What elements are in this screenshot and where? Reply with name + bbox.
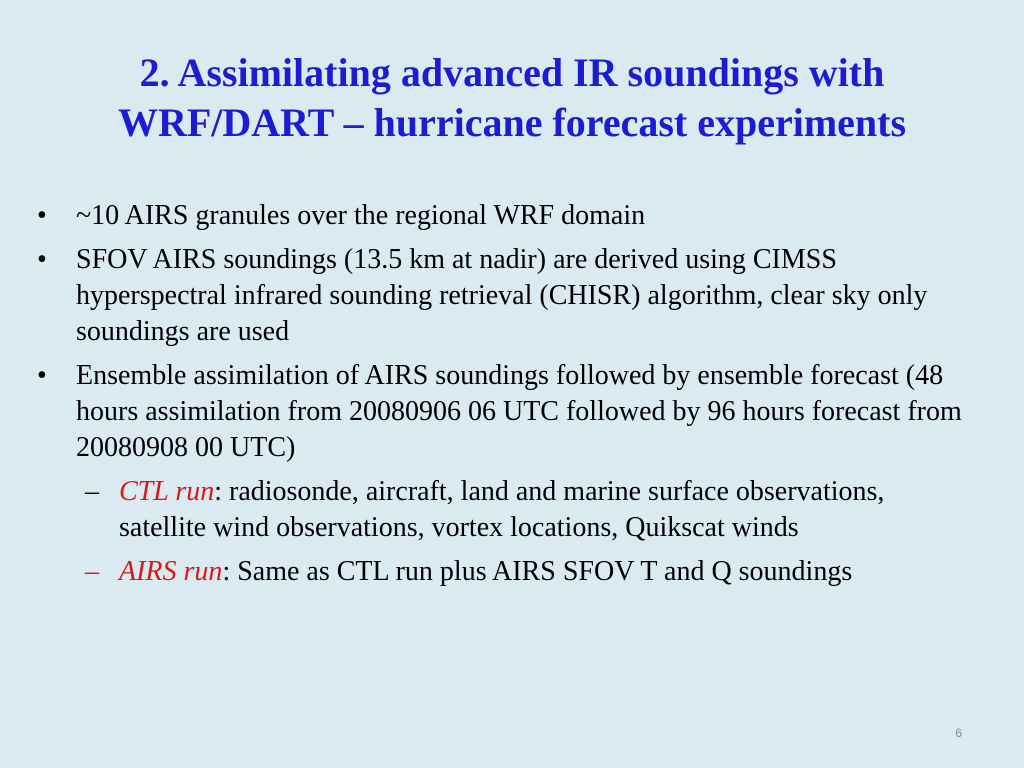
sub-item-ctl-run bbox=[0, 474, 1024, 546]
page-number: 6 bbox=[955, 726, 962, 740]
bullet-item-sfov-soundings bbox=[0, 242, 1024, 350]
bullet-text: Ensemble assimilation of AIRS soundings followed by ensemble forecast (48 hours assimilation from 20080906 06 UTC followed by 96 hours forecast from 20080908 00 UTC) bbox=[76, 360, 962, 463]
dash-icon: – bbox=[85, 556, 99, 587]
bullet-text: SFOV AIRS soundings (13.5 km at nadir) are derived using CIMSS hyperspectral infrared sounding retrieval (CHISR) algorithm, clear sky only soundings are used bbox=[76, 244, 928, 347]
bullet-text: ~10 AIRS granules over the regional WRF domain bbox=[76, 200, 646, 231]
ctl-run-description: : radiosonde, aircraft, land and marine surface observations, satellite wind observations, vortex locations, Quikscat winds bbox=[119, 476, 885, 543]
airs-run-description: : Same as CTL run plus AIRS SFOV T and Q soundings bbox=[222, 556, 853, 587]
bullet-item-ensemble-assimilation bbox=[0, 358, 1024, 466]
slide-title-line-2: WRF/DART – hurricane forecast experiments bbox=[117, 100, 907, 145]
bullet-item-airs-granules bbox=[0, 198, 1024, 234]
airs-run-label: AIRS run bbox=[119, 556, 223, 587]
bullet-list bbox=[0, 198, 1024, 598]
sub-item-airs-run bbox=[0, 554, 1024, 590]
dash-icon: – bbox=[85, 476, 99, 507]
bullet-icon: • bbox=[37, 244, 47, 275]
bullet-icon: • bbox=[37, 360, 47, 391]
slide-title-line-1: 2. Assimilating advanced IR soundings with bbox=[139, 50, 885, 95]
bullet-icon: • bbox=[37, 200, 47, 231]
ctl-run-label: CTL run bbox=[119, 476, 215, 507]
slide-title bbox=[40, 48, 984, 148]
